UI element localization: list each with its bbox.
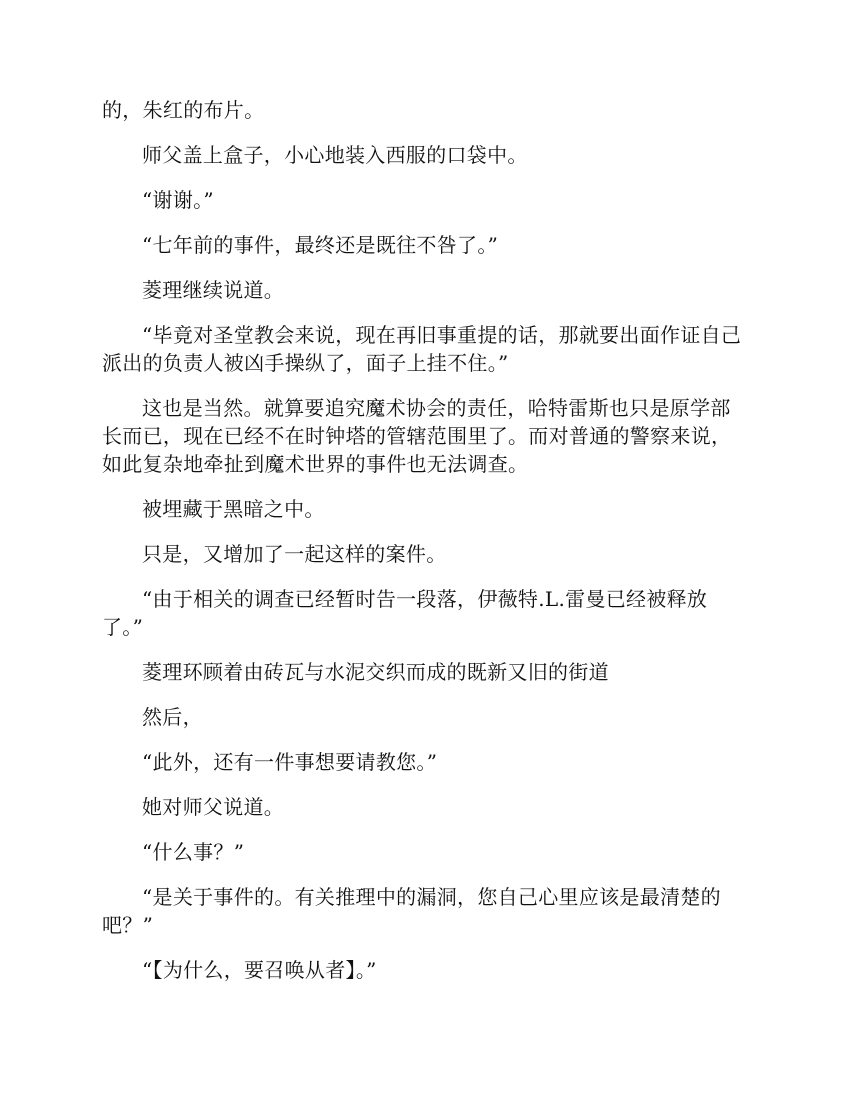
paragraph: 菱理继续说道。 <box>142 278 285 302</box>
paragraph: 被埋藏于黑暗之中。 <box>142 497 325 521</box>
paragraph: “毕竟对圣堂教会来说，现在再旧事重提的话，那就要出面作证自己派出的负责人被凶手操纵了，面子上挂不住。” <box>102 323 742 375</box>
paragraph: 这也是当然。就算要追究魔术协会的责任，哈特雷斯也只是原学部长而已，现在已经不在时钟塔的管辖范围里了。而对普通的警察来说，如此复杂地牵扯到魔术世界的事件也无法调查。 <box>102 396 732 476</box>
paragraph: 师父盖上盒子，小心地装入西服的口袋中。 <box>142 143 528 167</box>
paragraph: 只是，又增加了一起这样的案件。 <box>142 542 447 566</box>
paragraph: “是关于事件的。有关推理中的漏洞，您自己心里应该是最清楚的吧？” <box>102 885 721 937</box>
paragraph: “此外，还有一件事想要请教您。” <box>142 750 438 774</box>
paragraph: 然后， <box>142 705 203 729</box>
paragraph: 的，朱红的布片。 <box>102 98 265 122</box>
paragraph: 菱理环顾着由砖瓦与水泥交织而成的既新又旧的街道 <box>142 660 609 684</box>
paragraph: “【为什么，要召唤从者】。” <box>142 958 377 982</box>
document-page <box>102 96 748 984</box>
paragraph: “什么事？” <box>142 840 245 864</box>
paragraph: 她对师父说道。 <box>142 795 285 819</box>
paragraph: “谢谢。” <box>142 188 214 212</box>
paragraph: “七年前的事件，最终还是既往不咎了。” <box>142 233 499 257</box>
paragraph: “由于相关的调查已经暂时告一段落，伊薇特.L.雷曼已经被释放了。” <box>102 587 708 639</box>
